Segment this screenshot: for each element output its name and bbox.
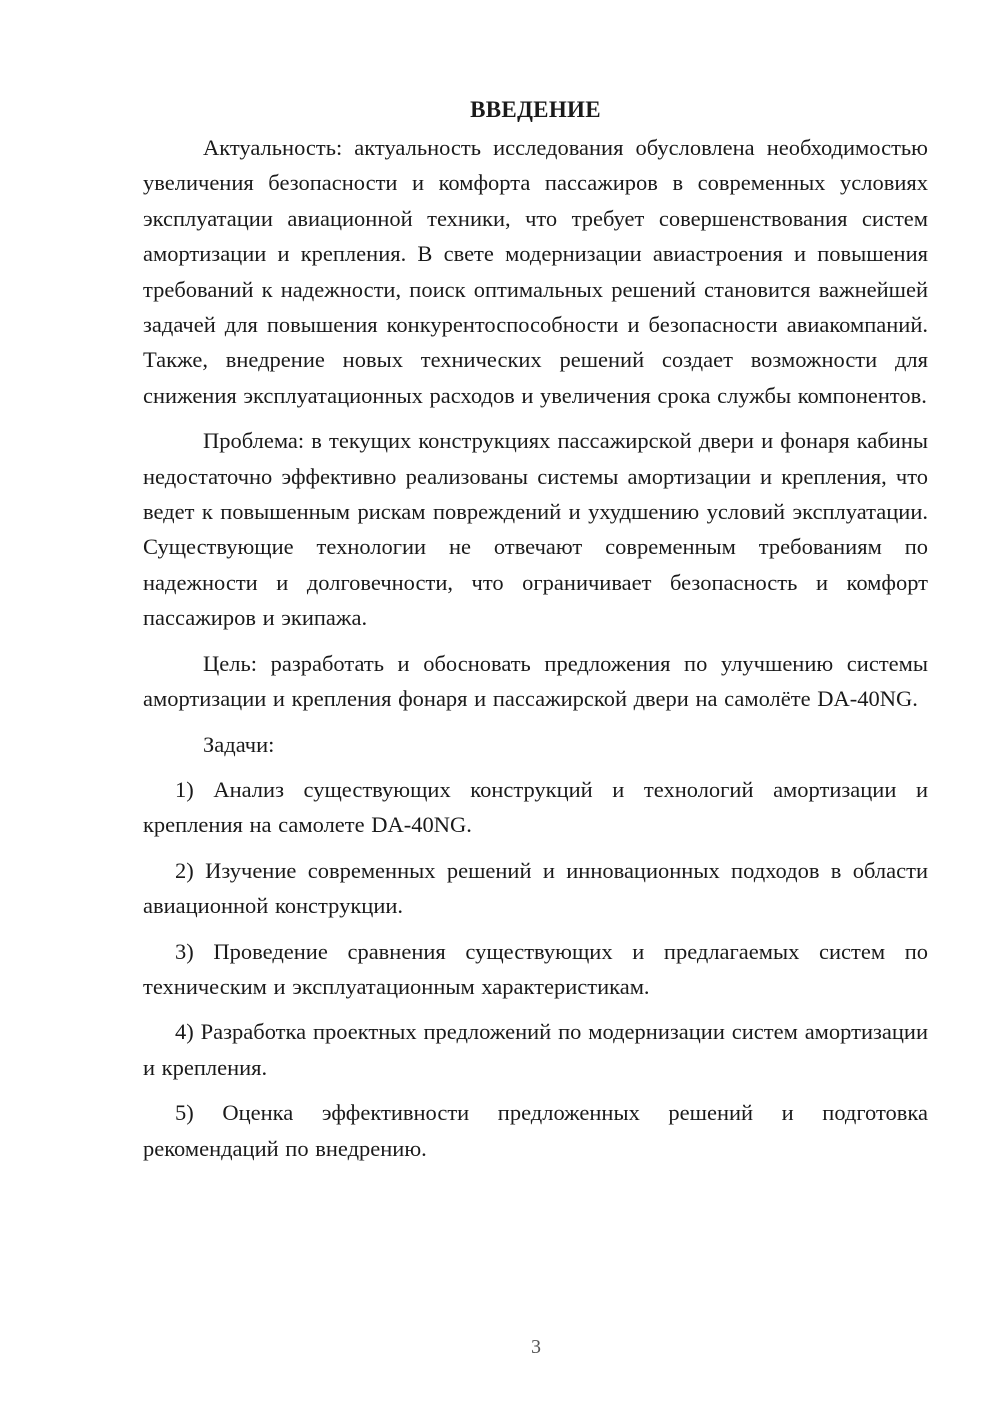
- task-item-4: 4) Разработка проектных предложений по модернизации систем амортизации и крепления.: [143, 1019, 928, 1080]
- task-item-2: 2) Изучение современных решений и инновационных подходов в области авиационной конструкции.: [143, 857, 928, 919]
- document-page: [143, 95, 928, 1166]
- paragraph-goal: Цель: разработать и обосновать предложения по улучшению системы амортизации и крепления фонаря и пассажирской двери на самолёте DA-40NG.: [143, 650, 928, 712]
- paragraph-problem: Проблема: в текущих конструкциях пассажирской двери и фонаря кабины недостаточно эффективно реализованы системы амортизации и крепления, что ведет к повышенным рискам повреждений и ухудшению условий эксплуатации. Существующие технологии не отвечают современным требованиям по надежности и долговечности, что ограничивает безопасность и комфорт пассажиров и экипажа.: [143, 428, 928, 631]
- task-item-3: 3) Проведение сравнения существующих и предлагаемых систем по техническим и эксплуатационным характеристикам.: [143, 938, 928, 999]
- task-item-5: 5) Оценка эффективности предложенных решений и подготовка рекомендаций по внедрению.: [143, 1100, 928, 1161]
- task-item-1: 1) Анализ существующих конструкций и технологий амортизации и крепления на самолете DA-40NG.: [143, 776, 928, 838]
- page-number: 3: [531, 1336, 541, 1358]
- paragraph-relevance: Актуальность: актуальность исследования обусловлена необходимостью увеличения безопасности и комфорта пассажиров в современных условиях эксплуатации авиационной техники, что требует совершенствования систем амортизации и крепления. В свете модернизации авиастроения и повышения требований к надежности, поиск оптимальных решений становится важнейшей задачей для повышения конкурентоспособности и безопасности авиакомпаний. Также, внедрение новых технических решений создает возможности для снижения эксплуатационных расходов и увеличения срока службы компонентов.: [143, 135, 928, 408]
- page-title: ВВЕДЕНИЕ: [470, 97, 601, 122]
- tasks-heading: Задачи:: [203, 731, 275, 757]
